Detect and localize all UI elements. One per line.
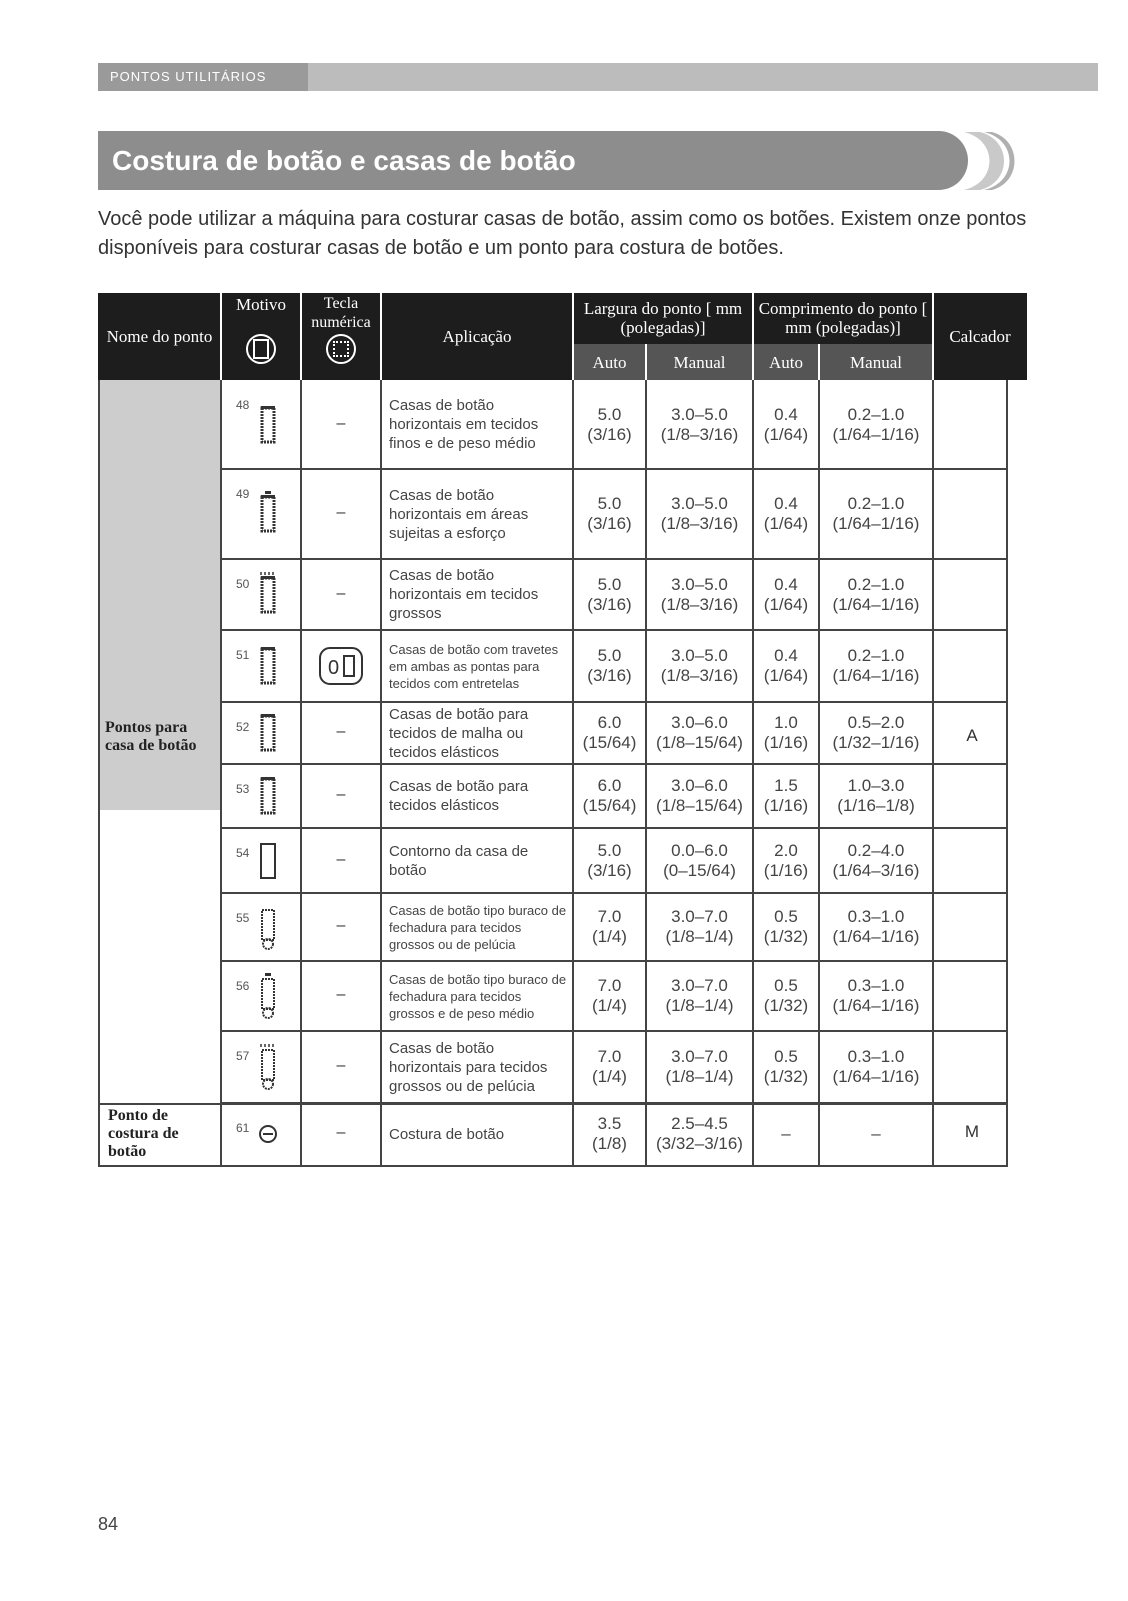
width-manual-mm: 0.0–6.0: [671, 840, 728, 860]
width-auto-inch: (3/16): [587, 594, 632, 614]
width-auto-mm: 6.0: [597, 776, 622, 795]
row-divider: [220, 558, 1008, 560]
buttonhole-stitch-icon: [258, 904, 278, 950]
width-manual-mm: 3.0–5.0: [671, 404, 728, 424]
buttonhole-stitch-icon: [258, 402, 278, 448]
width-auto-inch: (3/16): [587, 424, 632, 444]
application-text: Casas de botão horizontais para tecidos grossos ou de pelúcia: [389, 1039, 548, 1095]
length-auto-inch: (1/16): [763, 860, 809, 880]
width-auto-inch: (1/4): [592, 996, 627, 1015]
row-divider: [220, 892, 1008, 894]
length-auto-mm: 0.4: [774, 494, 798, 513]
row-divider: [220, 827, 1008, 829]
length-auto-inch: (1/32): [763, 1067, 809, 1086]
header-presser: Calcador: [949, 327, 1011, 346]
width-manual-inch: (1/8–1/4): [665, 1067, 734, 1086]
page-number: 84: [98, 1514, 119, 1534]
page-title: Costura de botão e casas de botão: [112, 145, 576, 176]
button-sewing-stitch-icon: [258, 1124, 278, 1144]
numeric-key-none: –: [336, 986, 346, 1003]
length-auto-mm: 0.4: [774, 404, 798, 424]
header-width: Largura do ponto [ mm (polegadas)]: [583, 299, 743, 337]
buttonhole-stitch-icon: [258, 773, 278, 819]
application-text: Contorno da casa de botão: [389, 842, 529, 879]
buttonhole-stitch-icon: [258, 491, 278, 537]
width-auto-inch: (1/8): [592, 1134, 627, 1153]
intro-text: Você pode utilizar a máquina para costurar casas de botão, assim como os botões. Existem onze pontos disponíveis para costurar casas de botão e um ponto para costura de botões.: [98, 208, 1027, 259]
width-manual-mm: 3.0–5.0: [671, 574, 728, 594]
length-auto-mm: 0.4: [774, 574, 798, 594]
length-auto-mm: 0.4: [774, 646, 798, 665]
length-manual-inch: (1/64–1/16): [832, 996, 920, 1015]
stitch-number: 48: [236, 398, 250, 412]
width-auto-mm: 3.5: [597, 1114, 622, 1133]
buttonhole-stitch-icon: [258, 643, 278, 689]
width-auto-inch: (15/64): [582, 733, 637, 752]
length-manual-inch: (1/32–1/16): [832, 733, 920, 752]
length-auto-inch: (1/64): [763, 666, 809, 685]
length-manual-inch: (1/64–1/16): [832, 594, 920, 614]
width-manual-inch: (3/32–3/16): [656, 1134, 743, 1153]
width-auto-mm: 5.0: [597, 494, 622, 513]
width-auto-inch: (3/16): [587, 666, 632, 685]
row-divider: [220, 468, 1008, 470]
length-manual-mm: 0.3–1.0: [847, 907, 905, 926]
length-auto-mm: –: [781, 1124, 791, 1143]
length-auto-inch: (1/64): [763, 514, 809, 533]
length-manual-mm: 0.5–2.0: [847, 713, 905, 732]
width-auto-inch: (1/4): [592, 927, 627, 946]
numeric-key-none: –: [336, 584, 346, 602]
buttonhole-stitch-icon: [258, 973, 278, 1019]
length-auto-inch: (1/64): [763, 424, 809, 444]
row-divider: [220, 1030, 1008, 1032]
numeric-key-none: –: [336, 786, 346, 803]
table-header: [98, 293, 1027, 380]
application-text: Casas de botão tipo buraco de fechadura para tecidos grossos ou de pelúcia: [389, 902, 567, 952]
length-manual-mm: 0.3–1.0: [847, 976, 905, 995]
header-name: Nome do ponto: [106, 327, 213, 346]
width-auto-inch: (3/16): [587, 860, 632, 880]
width-manual-inch: (1/8–3/16): [660, 514, 739, 533]
width-auto-inch: (15/64): [582, 796, 637, 815]
buttonhole-stitch-icon: [258, 572, 278, 618]
application-text: Casas de botão horizontais em tecidos finos e de peso médio: [389, 397, 539, 452]
application-text: Casas de botão para tecidos de malha ou tecidos elásticos: [389, 705, 529, 761]
width-manual-mm: 3.0–7.0: [671, 907, 728, 926]
width-auto-mm: 5.0: [597, 840, 622, 860]
application-text: Casas de botão horizontais em tecidos grossos: [389, 567, 539, 622]
length-auto-mm: 1.5: [774, 776, 798, 795]
width-manual-inch: (1/8–15/64): [656, 733, 743, 752]
width-manual-inch: (1/8–3/16): [660, 666, 739, 685]
length-manual-inch: (1/64–1/16): [832, 927, 920, 946]
width-auto-mm: 6.0: [597, 713, 622, 732]
width-manual-mm: 3.0–6.0: [671, 713, 728, 732]
row-divider: [220, 629, 1008, 631]
chevron-right-icon: [958, 128, 1024, 194]
numeric-key-none: –: [336, 917, 346, 934]
numeric-key-icon: [318, 646, 364, 686]
width-auto-inch: (1/4): [592, 1067, 627, 1086]
numeric-key-icon: [301, 329, 381, 369]
stitch-number: 57: [236, 1049, 250, 1063]
length-auto-mm: 0.5: [774, 907, 798, 926]
width-auto-mm: 7.0: [597, 1047, 622, 1066]
length-manual-mm: 0.2–1.0: [847, 404, 905, 424]
length-manual-mm: 0.2–1.0: [847, 494, 905, 513]
width-manual-inch: (1/8–1/4): [665, 996, 734, 1015]
length-manual-inch: (1/64–1/16): [832, 424, 920, 444]
presser-button: M: [964, 1122, 980, 1141]
stitch-number: 49: [236, 487, 250, 501]
stitch-number: 61: [236, 1121, 250, 1135]
numeric-key-none: –: [336, 414, 346, 432]
length-manual-mm: 0.3–1.0: [847, 1047, 905, 1066]
width-auto-inch: (3/16): [587, 514, 632, 533]
stitch-number: 52: [236, 720, 250, 734]
header-application: Aplicação: [442, 327, 512, 346]
width-manual-inch: (0–15/64): [663, 860, 736, 880]
row-divider: [220, 763, 1008, 765]
application-text: Casas de botão com travetes em ambas as pontas para tecidos com entretelas: [389, 641, 559, 691]
length-manual-mm: 0.2–1.0: [847, 574, 905, 594]
header-key: Tecla numérica: [311, 295, 371, 331]
width-manual-inch: (1/8–3/16): [660, 594, 739, 614]
length-manual-inch: (1/16–1/8): [837, 796, 915, 815]
length-auto-inch: (1/64): [763, 594, 809, 614]
stitch-number: 50: [236, 577, 250, 591]
row-divider: [220, 701, 1008, 703]
width-auto-mm: 5.0: [597, 646, 622, 665]
section-header-bar: [98, 63, 1098, 91]
header-length-manual: Manual: [850, 352, 902, 372]
stitch-number: 53: [236, 782, 250, 796]
width-manual-mm: 3.0–5.0: [671, 646, 728, 665]
title-bar: [98, 131, 968, 190]
header-length-auto: Auto: [769, 352, 803, 372]
length-manual-inch: (1/64–1/16): [832, 514, 920, 533]
width-manual-inch: (1/8–15/64): [656, 796, 743, 815]
length-manual-inch: (1/64–1/16): [832, 666, 920, 685]
width-manual-mm: 2.5–4.5: [671, 1114, 728, 1133]
length-auto-mm: 1.0: [774, 713, 798, 732]
width-manual-mm: 3.0–6.0: [671, 776, 728, 795]
application-text: Casas de botão para tecidos elásticos: [389, 778, 529, 814]
width-manual-mm: 3.0–7.0: [671, 1047, 728, 1066]
length-manual-mm: 0.2–4.0: [847, 840, 905, 860]
svg-text:0: 0: [328, 657, 340, 679]
presser-buttonhole: A: [966, 726, 978, 745]
length-auto-mm: 2.0: [774, 840, 798, 860]
header-width-auto: Auto: [592, 352, 627, 372]
width-auto-mm: 7.0: [597, 907, 622, 926]
numeric-key-none: –: [336, 850, 346, 868]
width-manual-mm: 3.0–5.0: [671, 494, 728, 513]
numeric-key-none: –: [336, 1057, 346, 1074]
stitch-number: 54: [236, 846, 250, 860]
length-auto-mm: 0.5: [774, 976, 798, 995]
width-auto-mm: 5.0: [597, 404, 622, 424]
section-label: PONTOS UTILITÁRIOS: [98, 63, 308, 91]
length-auto-inch: (1/16): [763, 796, 809, 815]
width-manual-mm: 3.0–7.0: [671, 976, 728, 995]
motif-header-icon: [221, 329, 301, 369]
numeric-key-none: –: [336, 504, 346, 521]
numeric-key-none: –: [336, 723, 346, 740]
buttonhole-stitch-icon: [258, 710, 278, 756]
length-manual-inch: (1/64–1/16): [832, 1067, 920, 1086]
width-auto-mm: 7.0: [597, 976, 622, 995]
length-auto-mm: 0.5: [774, 1047, 798, 1066]
length-auto-inch: (1/32): [763, 996, 809, 1015]
length-manual-inch: (1/64–3/16): [832, 860, 920, 880]
length-manual-mm: 1.0–3.0: [847, 776, 905, 795]
stitch-number: 55: [236, 911, 250, 925]
buttonhole-stitch-icon: [258, 1044, 278, 1090]
numeric-key-none: –: [336, 1124, 346, 1141]
width-manual-inch: (1/8–3/16): [660, 424, 739, 444]
stitch-number: 51: [236, 648, 250, 662]
width-auto-mm: 5.0: [597, 574, 622, 594]
buttonhole-stitch-icon: [258, 838, 278, 884]
application-text: Costura de botão: [389, 1125, 505, 1143]
group-label-buttonhole: Pontos para casa de botão: [105, 719, 197, 754]
length-auto-inch: (1/32): [763, 927, 809, 946]
width-manual-inch: (1/8–1/4): [665, 927, 734, 946]
stitch-number: 56: [236, 979, 250, 993]
application-text: Casas de botão horizontais em áreas sujeitas a esforço: [389, 486, 529, 542]
length-manual-mm: 0.2–1.0: [847, 646, 905, 665]
length-auto-inch: (1/16): [763, 733, 809, 752]
header-width-manual: Manual: [673, 352, 726, 372]
stitch-table: [98, 293, 1027, 1193]
application-text: Casas de botão tipo buraco de fechadura para tecidos grossos e de peso médio: [389, 971, 567, 1021]
group-label-button: Ponto de costura de botão: [108, 1107, 179, 1160]
header-motif: Motivo: [235, 294, 287, 314]
row-divider: [220, 960, 1008, 962]
length-manual-mm: –: [871, 1124, 881, 1143]
header-length: Comprimento do ponto [ mm (polegadas)]: [758, 299, 928, 337]
